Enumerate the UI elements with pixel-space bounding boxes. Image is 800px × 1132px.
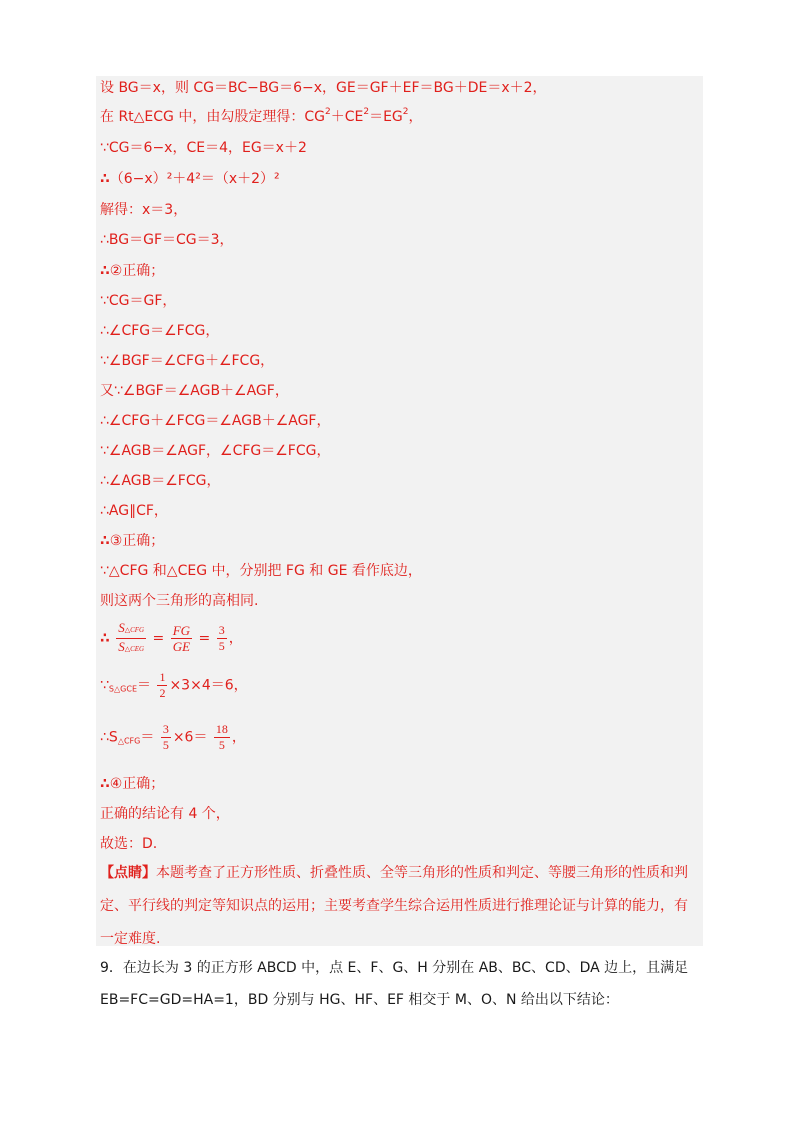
eighteen-fifths-fraction: $\frac{18}{5}$: [215, 722, 228, 752]
solution-line-4: ∴（6−x）²＋4²＝（x＋2）²: [100, 171, 280, 187]
area-gce-formula: $\because_{S\triangle GCE}=$ $\frac{1}{2}$ ×3×4＝6，: [100, 670, 248, 700]
solution-line-11: 又∵∠BGF＝∠AGB＋∠AGF，: [100, 383, 289, 399]
solution-line-18: 则这两个三角形的高相同.: [100, 593, 259, 609]
solution-line-2: 在 Rt△ECG 中，由勾股定理得：$CG^2+CE^2=EG^2$，: [100, 107, 423, 125]
solution-line-12: ∴∠CFG＋∠FCG＝∠AGB＋∠AGF，: [100, 413, 331, 429]
solution-line-20: 正确的结论有 4 个，: [100, 806, 230, 822]
solution-line-6: ∴BG＝GF＝CG＝3，: [100, 232, 234, 248]
question-line-1: 9．在边长为 3 的正方形 ABCD 中，点 E、F、G、H 分别在 AB、BC、CD、DA 边上，且满足: [100, 960, 689, 976]
side-ratio-fraction: $\frac{FG}{GE}$: [172, 623, 191, 654]
half-fraction: $\frac{1}{2}$: [159, 670, 166, 700]
comment-text: 本题考查了正方形性质、折叠性质、全等三角形的性质和判定、等腰三角形的性质和判定、平行线的判定等知识点的运用；主要考查学生综合运用性质进行推理论证与计算的能力，有一定难度.: [100, 865, 688, 947]
area-cfg-formula: $\therefore S_{\triangle CFG}=$ $\frac{3}{5}$ ×6＝ $\frac{18}{5}$ ，: [100, 722, 246, 752]
ratio-value-fraction: $\frac{3}{5}$: [218, 623, 225, 653]
solution-line-15: ∴AG∥CF，: [100, 503, 168, 519]
solution-line-13: ∵∠AGB＝∠AGF，∠CFG＝∠FCG，: [100, 443, 331, 459]
question-line-2: EB=FC=GD=HA=1，BD 分别与 HG、HF、EF 相交于 M、O、N 给出以下结论：: [100, 992, 619, 1008]
area-ratio-fraction: $\frac{\text{S△CFG}}{\text{S△CEG}}$: [118, 620, 145, 654]
solution-line-14: ∴∠AGB＝∠FCG，: [100, 473, 221, 489]
comment-paragraph: [100, 857, 700, 956]
area-ratio-formula: ∴ $\frac{\text{S△CFG}}{\text{S△CEG}}$ = $\frac{FG}{GE}$ = $\frac{3}{5}$ ，: [100, 620, 243, 657]
solution-line-7: ∴②正确；: [100, 263, 165, 279]
solution-line-5: 解得：x＝3，: [100, 202, 188, 218]
solution-line-9: ∴∠CFG＝∠FCG，: [100, 323, 220, 339]
solution-line-3: ∵CG＝6−x，CE＝4，EG＝x＋2: [100, 140, 307, 156]
solution-line-1: 设 BG＝x，则 CG＝BC−BG＝6−x，GE＝GF＋EF＝BG＋DE＝x＋2，: [100, 80, 547, 96]
comment-tag: 【点睛】: [100, 865, 156, 881]
solution-line-8: ∵CG＝GF，: [100, 293, 177, 309]
solution-line-10: ∵∠BGF＝∠CFG＋∠FCG，: [100, 353, 275, 369]
solution-line-16: ∴③正确；: [100, 533, 165, 549]
solution-line-21: 故选：D.: [100, 836, 158, 852]
solution-line-17: ∵△CFG 和△CEG 中，分别把 FG 和 GE 看作底边，: [100, 563, 422, 579]
solution-line-19: ∴④正确；: [100, 776, 165, 792]
three-fifths-fraction: $\frac{3}{5}$: [162, 722, 169, 752]
therefore-symbol: ∴: [100, 171, 110, 187]
